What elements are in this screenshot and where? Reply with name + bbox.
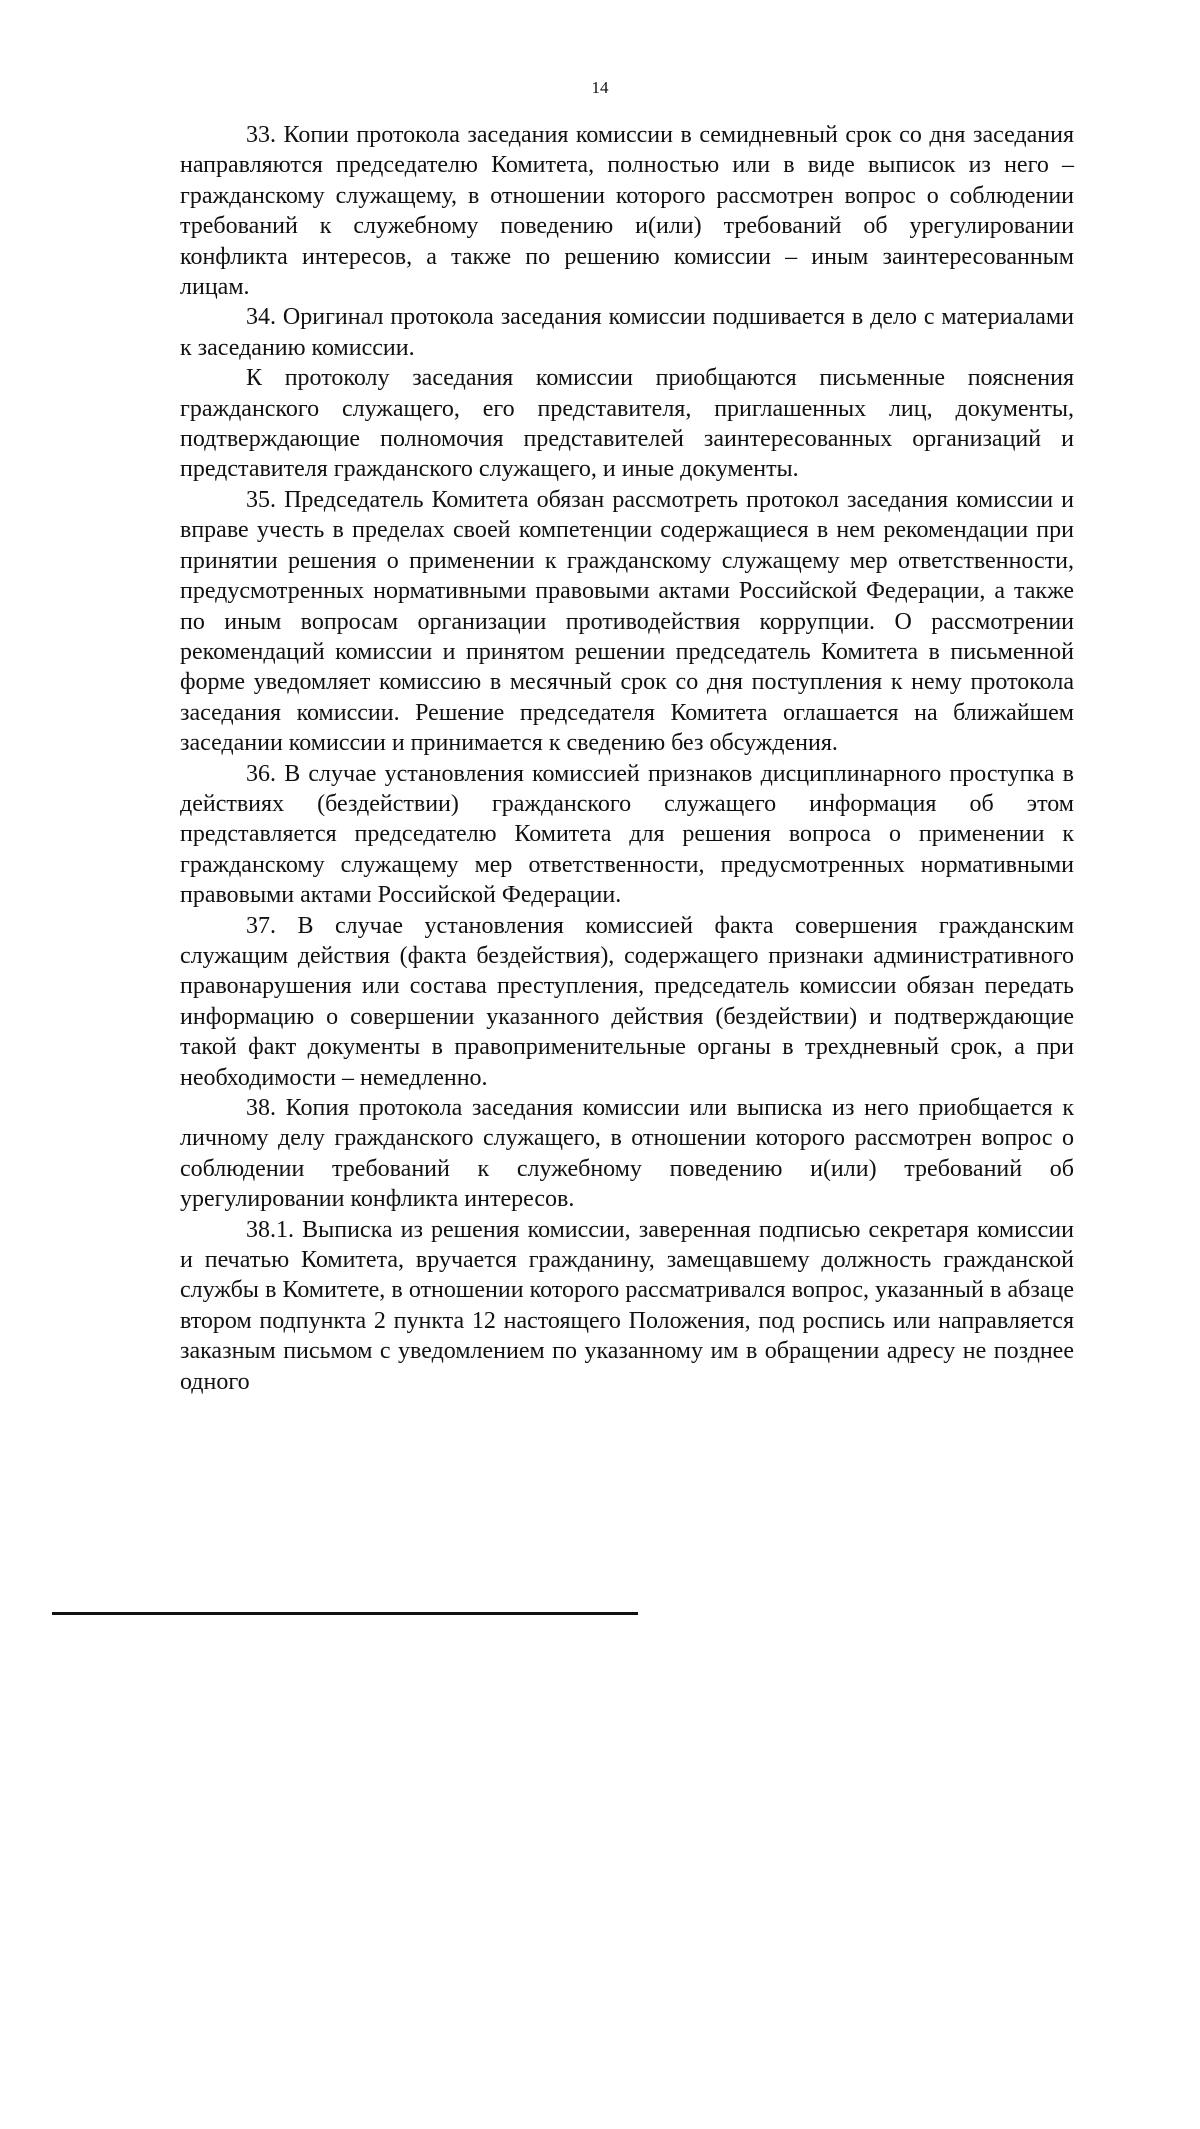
document-body (180, 120, 1074, 1397)
paragraph-35: 35. Председатель Комитета обязан рассмотреть протокол заседания комиссии и вправе учесть в пределах своей компетенции содержащиеся в нем рекомендации при принятии решения о применении к гражданскому служащему мер ответственности, предусмотренных нормативными правовыми актами Российской Федерации, а также по иным вопросам организации противодействия коррупции. О рассмотрении рекомендаций комиссии и принятом решении председатель Комитета в письменной форме уведомляет комиссию в месячный срок со дня поступления к нему протокола заседания комиссии. Решение председателя Комитета оглашается на ближайшем заседании комиссии и принимается к сведению без обсуждения. (180, 486, 1074, 757)
page-number: 14 (591, 78, 609, 97)
footnote-divider (52, 1612, 638, 1615)
paragraph-38: 38. Копия протокола заседания комиссии или выписка из него приобщается к личному делу гражданского служащего, в отношении которого рассмотрен вопрос о соблюдении требований к служебному поведению и(или) требований об урегулировании конфликта интересов. (180, 1095, 1074, 1213)
paragraph-38-1: 38.1. Выписка из решения комиссии, заверенная подписью секретаря комиссии и печатью Комитета, вручается гражданину, замещавшему должность гражданской службы в Комитете, в отношении которого рассматривался вопрос, указанный в абзаце втором подпункта 2 пункта 12 настоящего Положения, под роспись или направляется заказным письмом с уведомлением по указанному им в обращении адресу не позднее одного (180, 1216, 1074, 1395)
paragraph-37: 37. В случае установления комиссией факта совершения гражданским служащим действия (факта бездействия), содержащего признаки административного правонарушения или состава преступления, председатель комиссии обязан передать информацию о совершении указанного действия (бездействии) и подтверждающие такой факт документы в правоприменительные органы в трехдневный срок, а при необходимости – немедленно. (180, 912, 1074, 1091)
paragraph-36: 36. В случае установления комиссией признаков дисциплинарного проступка в действиях (бездействии) гражданского служащего информация об этом представляется председателю Комитета для решения вопроса о применении к гражданскому служащему мер ответственности, предусмотренных нормативными правовыми актами Российской Федерации. (180, 760, 1074, 909)
paragraph-34: 34. Оригинал протокола заседания комиссии подшивается в дело с материалами к заседанию комиссии. (180, 304, 1074, 361)
paragraph-34-continuation: К протоколу заседания комиссии приобщаются письменные пояснения гражданского служащего, его представителя, приглашенных лиц, документы, подтверждающие полномочия представителей заинтересованных организаций и представителя гражданского служащего, и иные документы. (180, 365, 1074, 483)
paragraph-33: 33. Копии протокола заседания комиссии в семидневный срок со дня заседания направляются председателю Комитета, полностью или в виде выписок из него – гражданскому служащему, в отношении которого рассмотрен вопрос о соблюдении требований к служебному поведению и(или) требований об урегулировании конфликта интересов, а также по решению комиссии – иным заинтересованным лицам. (180, 122, 1074, 301)
